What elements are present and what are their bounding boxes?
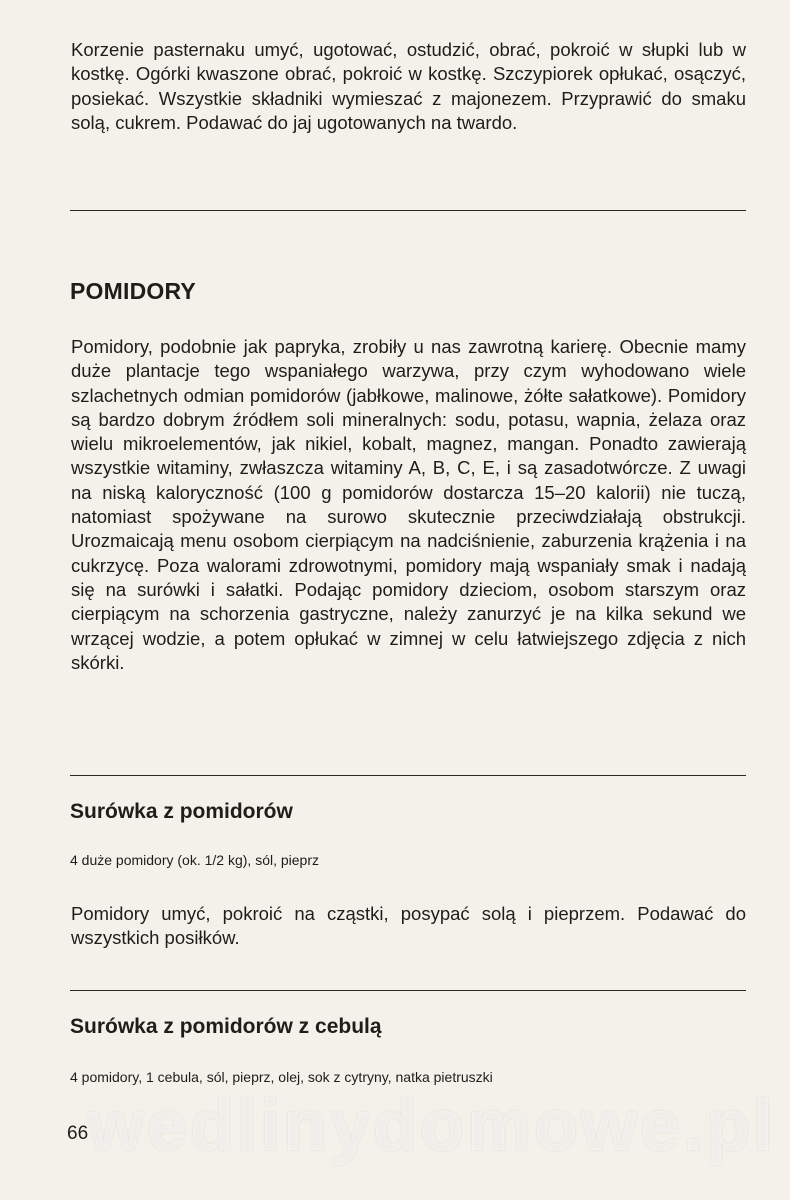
page-number: 66 [67, 1123, 89, 1144]
recipe-title: Surówka z pomidorów z cebulą [70, 1015, 382, 1038]
section-title: POMIDORY [70, 278, 196, 304]
recipe-divider [70, 775, 746, 776]
recipe-ingredients: 4 duże pomidory (ok. 1/2 kg), sól, pieprz [70, 852, 320, 868]
recipe-divider [70, 990, 746, 991]
recipe-title: Surówka z pomidorów [70, 800, 293, 823]
watermark: wedlinydomowe.pl [88, 1086, 777, 1166]
recipe-instructions: Pomidory umyć, pokroić na cząstki, posypać solą i pieprzem. Podawać do wszystkich posiłków. [71, 903, 746, 949]
section-paragraph: Pomidory, podobnie jak papryka, zrobiły u nas zawrotną karierę. Obecnie mamy duże plantacje tego wspaniałego warzywa, przy czym wyhodowano wiele szlachetnych odmian pomidorów (jabłkowe, malinowe, żółte sałatkowe). Pomidory są bardzo dobrym źródłem soli mineralnych: sodu, potasu, wapnia, żelaza oraz wielu mikroelementów, jak nikiel, kobalt, magnez, mangan. Ponadto zawierają wszystkie witaminy, zwłaszcza witaminy A, B, C, E, i są zasadotwórcze. Z uwagi na niską kaloryczność (100 g pomidorów dostarcza 15–20 kalorii) nie tuczą, natomiast spożywane na surowo skutecznie przeciwdziałają obstrukcji. Urozmaicają menu osobom cierpiącym na nadciśnienie, zaburzenia krążenia i na cukrzycę. Poza walorami zdrowotnymi, pomidory mają wspaniały smak i nadają się na surówki i sałatki. Podając pomidory dzieciom, osobom starszym oraz cierpiącym na schorzenia gastryczne, należy zanurzyć je na kilka sekund we wrzącej wodzie, a potem opłukać w zimnej w celu łatwiejszego zdjęcia z nich skórki. [71, 336, 746, 673]
intro-paragraph: Korzenie pasternaku umyć, ugotować, ostudzić, obrać, pokroić w słupki lub w kostkę. Ogórki kwaszone obrać, pokroić w kostkę. Szczypiorek opłukać, osączyć, posiekać. Wszystkie składniki wymieszać z majonezem. Przyprawić do smaku solą, cukrem. Podawać do jaj ugotowanych na twardo. [71, 39, 746, 133]
recipe-ingredients: 4 pomidory, 1 cebula, sól, pieprz, olej, sok z cytryny, natka pietruszki [70, 1069, 493, 1085]
section-divider [70, 210, 746, 211]
